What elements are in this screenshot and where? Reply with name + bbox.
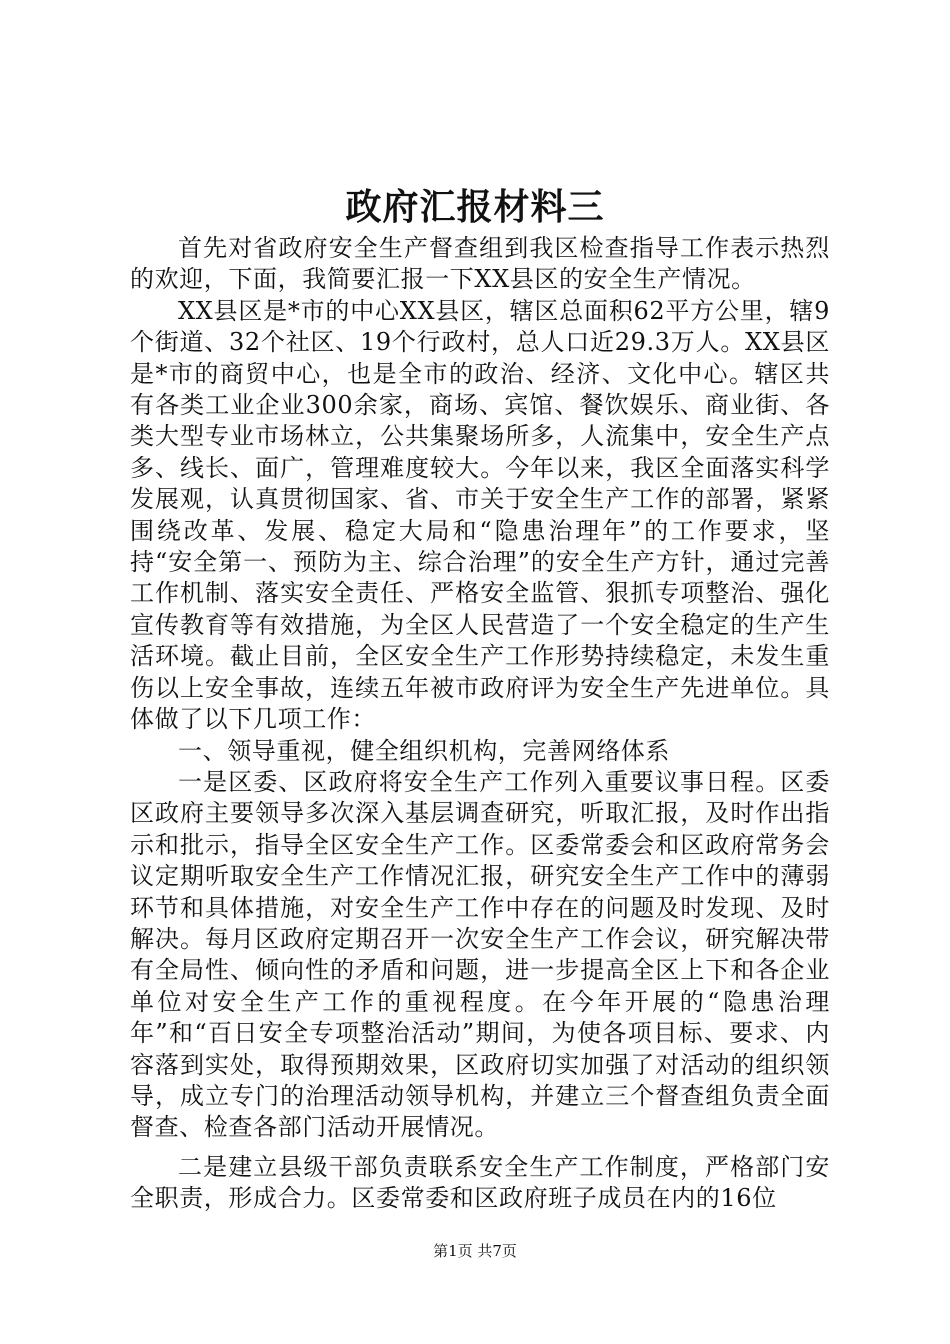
document-title: 政府汇报材料三 — [345, 186, 605, 228]
paragraph-point-1: 一是区委、区政府将安全生产工作列入重要议事日程。区委区政府主要领导多次深入基层调查研究，听取汇报，及时作出指示和批示，指导全区安全生产工作。区委常委会和区政府常务会议定期听取安全生产工作情况汇报，研究安全生产工作中的薄弱环节和具体措施，对安全生产工作中存在的问题及时发现、及时解决。每月区政府定期召开一次安全生产工作会议，研究解决带有全局性、倾向性的矛盾和问题，进一步提高全区上下和各企业单位对安全生产工作的重视程度。在今年开展的“隐患治理年”和“百日安全专项整治活动”期间，为使各项目标、要求、内容落到实处，取得预期效果，区政府切实加强了对活动的组织领导，成立专门的治理活动领导机构，并建立三个督查组负责全面督查、检查各部门活动开展情况。 — [130, 767, 830, 1142]
paragraph-point-2: 二是建立县级干部负责联系安全生产工作制度，严格部门安全职责，形成合力。区委常委和区政府班子成员在内的16位 — [130, 1152, 830, 1213]
section-heading-1: 一、领导重视，健全组织机构，完善网络体系 — [178, 736, 670, 765]
document-body — [130, 233, 830, 1215]
paragraph-overview: XX县区是*市的中心XX县区，辖区总面积62平方公里，辖9个街道、32个社区、19个行政村，总人口近29.3万人。XX县区是*市的商贸中心，也是全市的政治、经济、文化中心。辖区共有各类工业企业300余家，商场、宾馆、餐饮娱乐、商业街、各类大型专业市场林立，公共集聚场所多，人流集中，安全生产点多、线长、面广，管理难度较大。今年以来，我区全面落实科学发展观，认真贯彻国家、省、市关于安全生产工作的部署，紧紧围绕改革、发展、稳定大局和“隐患治理年”的工作要求，坚持“安全第一、预防为主、综合治理”的安全生产方针，通过完善工作机制、落实安全责任、严格安全监管、狠抓专项整治、强化宣传教育等有效措施，为全区人民营造了一个安全稳定的生产生活环境。截止目前，全区安全生产工作形势持续稳定，未发生重伤以上安全事故，连续五年被市政府评为安全生产先进单位。具体做了以下几项工作： — [130, 296, 830, 734]
page-footer: 第1页 共7页 — [433, 1242, 517, 1260]
paragraph-intro: 首先对省政府安全生产督查组到我区检查指导工作表示热烈的欢迎，下面，我简要汇报一下XX县区的安全生产情况。 — [130, 234, 830, 294]
